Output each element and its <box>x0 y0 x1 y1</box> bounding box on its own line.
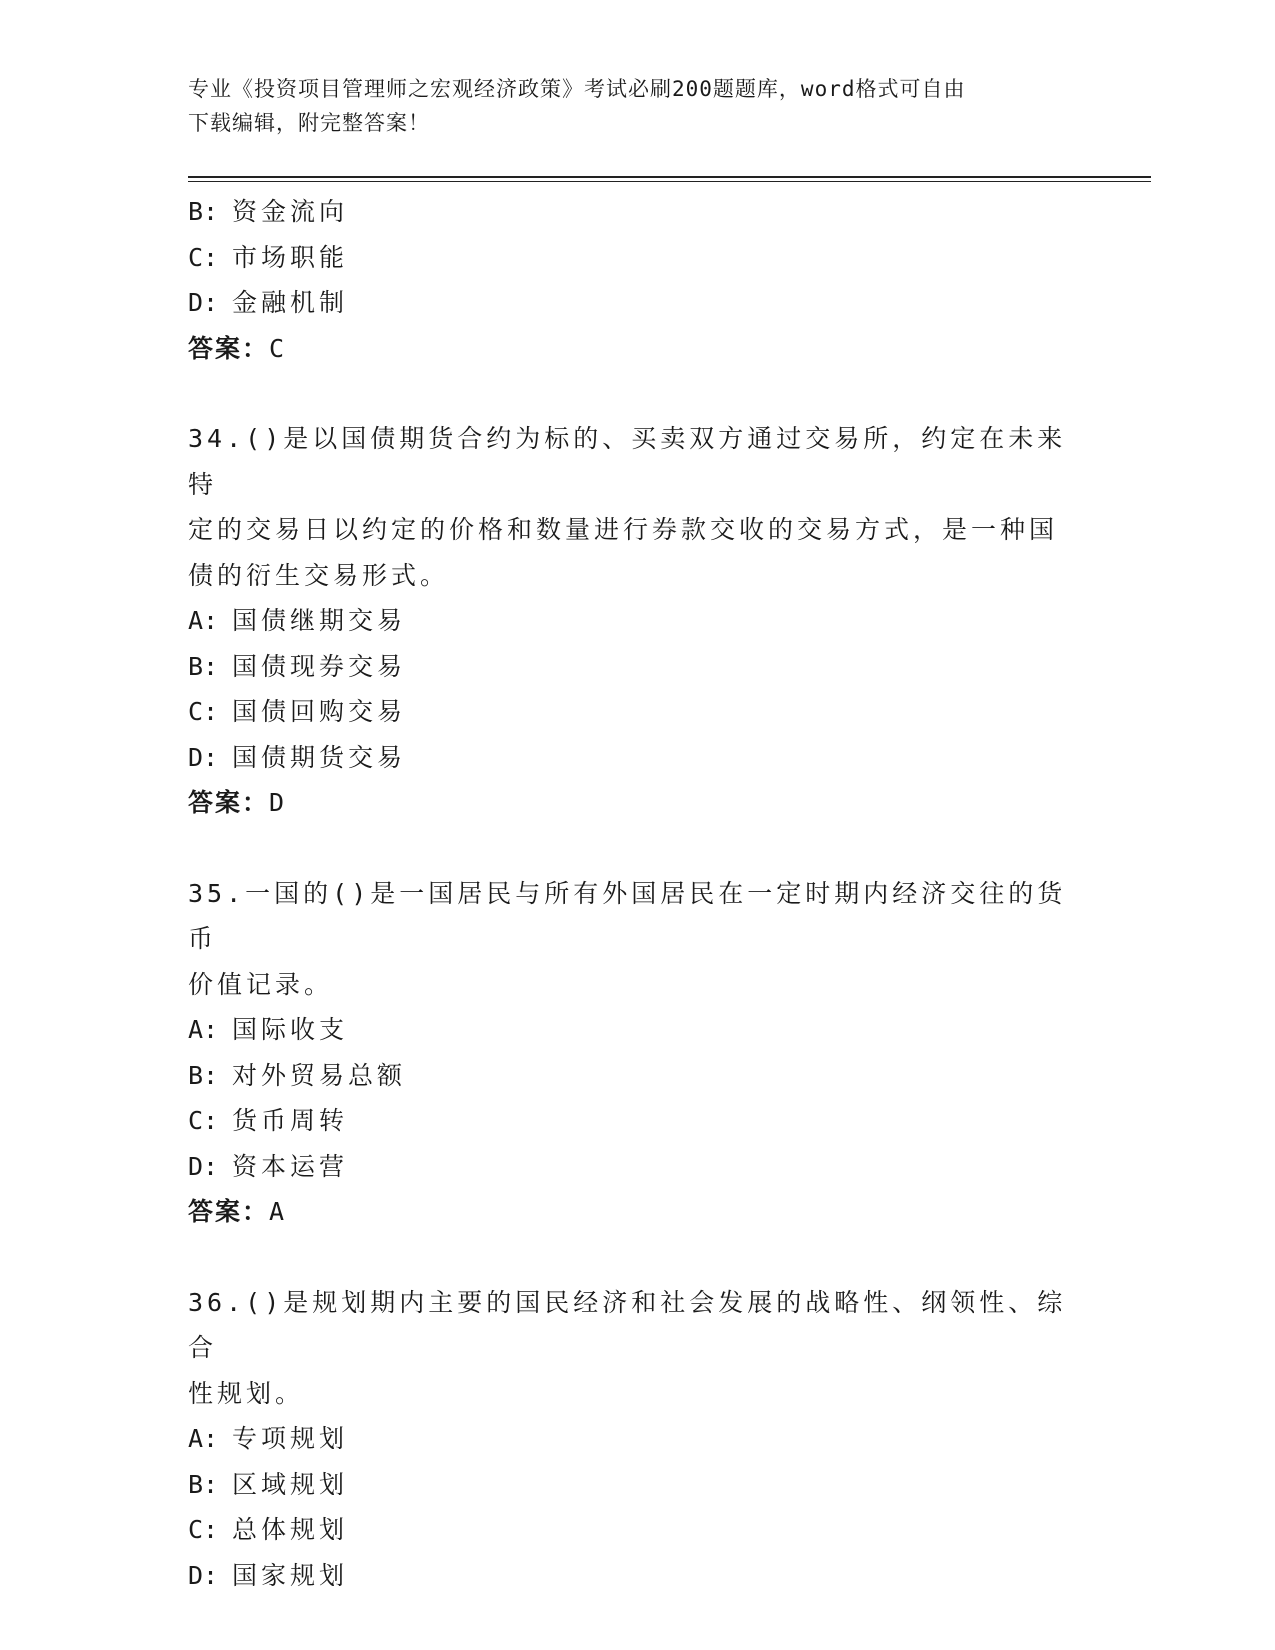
option-letter: B: <box>188 1469 219 1499</box>
stem-line: 34.()是以国债期货合约为标的、买卖双方通过交易所，约定在未来特 <box>188 424 1067 499</box>
option-a <box>188 598 1088 644</box>
option-d <box>188 280 1088 326</box>
option-d <box>188 1144 1088 1190</box>
option-letter: D: <box>188 742 219 772</box>
question-36 <box>188 1280 1088 1599</box>
option-letter: C: <box>188 1515 219 1544</box>
option-a <box>188 1416 1088 1462</box>
option-letter: C: <box>188 242 219 272</box>
option-letter: C: <box>188 1106 219 1135</box>
option-letter: C: <box>188 697 219 726</box>
option-text: 国债继期交易 <box>232 606 407 635</box>
option-letter: B: <box>188 197 219 226</box>
option-letter: D: <box>188 1151 219 1181</box>
option-c <box>188 235 1088 281</box>
option-c <box>188 1507 1088 1553</box>
option-b <box>188 189 1088 235</box>
stem-line: 性规划。 <box>188 1378 305 1408</box>
option-text: 对外贸易总额 <box>232 1060 407 1090</box>
question-content <box>188 189 1088 1598</box>
option-text: 货币周转 <box>232 1106 349 1135</box>
option-text: 金融机制 <box>232 288 349 317</box>
question-stem <box>188 1280 1088 1417</box>
option-letter: B: <box>188 651 219 681</box>
stem-line: 债的衍生交易形式。 <box>188 560 450 590</box>
question-stem <box>188 871 1088 1008</box>
answer-label: 答案： <box>188 788 270 817</box>
answer-line <box>188 1189 1088 1235</box>
answer-value: A <box>269 1197 288 1226</box>
option-text: 国债现券交易 <box>232 651 407 681</box>
option-text: 国债期货交易 <box>232 742 407 772</box>
option-c <box>188 689 1088 735</box>
answer-value: D <box>269 788 288 817</box>
header-line-1: 专业《投资项目管理师之宏观经济政策》考试必刷200题题库，word格式可自由 <box>188 77 966 101</box>
option-b <box>188 1462 1088 1508</box>
option-b <box>188 1053 1088 1099</box>
stem-line: 定的交易日以约定的价格和数量进行券款交收的交易方式，是一种国 <box>188 515 1059 544</box>
option-c <box>188 1098 1088 1144</box>
option-text: 国家规划 <box>232 1560 349 1590</box>
option-text: 国债回购交易 <box>232 697 407 726</box>
header-rule-thick <box>188 176 1151 178</box>
answer-line <box>188 780 1088 826</box>
stem-line: 35.一国的()是一国居民与所有外国居民在一定时期内经济交往的货币 <box>188 878 1067 953</box>
option-b <box>188 644 1088 690</box>
answer-value: C <box>269 333 288 363</box>
question-35 <box>188 871 1088 1235</box>
option-d <box>188 735 1088 781</box>
option-text: 资本运营 <box>232 1151 349 1181</box>
option-letter: D: <box>188 1560 219 1590</box>
option-text: 专项规划 <box>232 1424 349 1453</box>
option-letter: A: <box>188 1015 219 1044</box>
option-letter: B: <box>188 1060 219 1090</box>
option-a <box>188 1007 1088 1053</box>
option-letter: A: <box>188 1424 219 1453</box>
option-text: 资金流向 <box>232 197 349 226</box>
answer-line <box>188 326 1088 372</box>
option-d <box>188 1553 1088 1599</box>
answer-label: 答案： <box>188 333 270 363</box>
stem-line: 价值记录。 <box>188 969 334 999</box>
option-text: 区域规划 <box>232 1469 349 1499</box>
header-line-2: 下载编辑，附完整答案！ <box>188 111 430 135</box>
question-34 <box>188 416 1088 826</box>
partial-question <box>188 189 1088 371</box>
option-text: 市场职能 <box>232 242 349 272</box>
option-letter: A: <box>188 606 219 635</box>
option-text: 总体规划 <box>232 1515 349 1544</box>
header-rule-thin <box>188 181 1151 182</box>
option-text: 国际收支 <box>232 1015 349 1044</box>
option-letter: D: <box>188 288 219 317</box>
stem-line: 36.()是规划期内主要的国民经济和社会发展的战略性、纲领性、综合 <box>188 1287 1067 1362</box>
question-stem <box>188 416 1088 598</box>
page-header <box>188 72 1078 140</box>
answer-label: 答案： <box>188 1197 270 1226</box>
